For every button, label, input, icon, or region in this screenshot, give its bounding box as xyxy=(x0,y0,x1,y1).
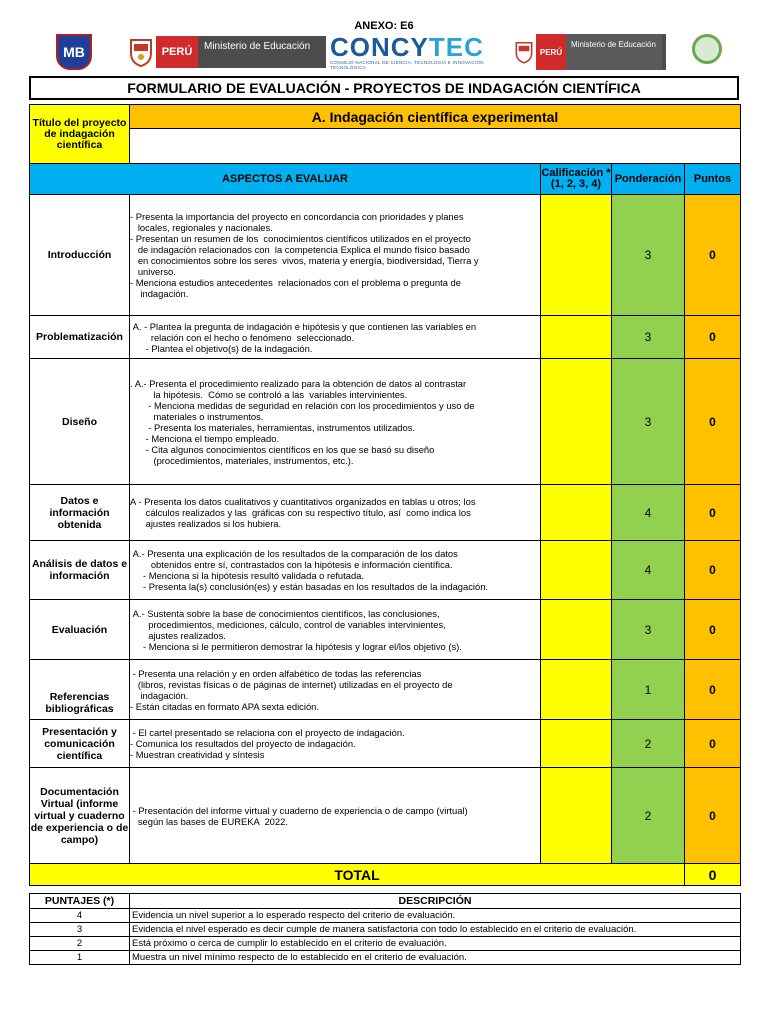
aspect-description: . A.- Presenta el procedimiento realizado para la obtención de datos al contrastar la hipótesis. Cómo se controló a las variables intervinientes. - Menciona medidas de seguridad en relación con los procedimientos y uso de materiales o instrumentos. - Presenta los materiales, herramientas, instrumentos utilizados. - Menciona el tiempo empleado. - Cita algunos conocimientos científicos en los que se basó su diseño (procedimientos, materiales, instrumentos, etc.). xyxy=(130,359,541,485)
weight-value: 2 xyxy=(612,768,685,864)
table-row xyxy=(30,909,741,923)
aspect-description: A.- Presenta una explicación de los resultados de la comparación de los datos obtenidos entre sí, contrastados con la hipótesis e información científica. - Menciona si la hipótesis resultó validada o refutada. - Presenta la(s) conclusión(es) y están basadas en los resultados de la indagación. xyxy=(130,541,541,600)
eureka-emblem-icon xyxy=(692,34,722,64)
aspects-header: ASPECTOS A EVALUAR xyxy=(30,164,541,195)
peru-crest-icon xyxy=(126,36,156,68)
minedu-logo xyxy=(126,34,326,70)
score-value: 4 xyxy=(30,909,130,923)
aspect-label: Problematización xyxy=(30,316,130,359)
grade-input[interactable] xyxy=(541,541,612,600)
points-value: 0 xyxy=(685,316,741,359)
weight-value: 4 xyxy=(612,541,685,600)
weight-value: 1 xyxy=(612,660,685,720)
grade-input[interactable] xyxy=(541,720,612,768)
points-value: 0 xyxy=(685,485,741,541)
minedu-logo-2 xyxy=(512,34,666,70)
mb-shield-logo xyxy=(56,34,92,70)
aspect-description: A.- Sustenta sobre la base de conocimientos científicos, las conclusiones, procedimientos, mediciones, cálculo, control de variables intervinientes, ajustes realizados. - Menciona si le permitieron demostrar la hipótesis y lograr el/los objetivo (s). xyxy=(130,600,541,660)
aspect-description: A. - Plantea la pregunta de indagación e hipótesis y que contienen las variables en relación con el hecho o fenómeno seleccionado. - Plantea el objetivo(s) de la indagación. xyxy=(130,316,541,359)
weight-value: 3 xyxy=(612,600,685,660)
points-value: 0 xyxy=(685,600,741,660)
aspect-description: - El cartel presentado se relaciona con el proyecto de indagación. - Comunica los resultados del proyecto de indagación. - Muestran creatividad y síntesis xyxy=(130,720,541,768)
total-value: 0 xyxy=(685,864,741,886)
concytec-wordmark: CONCYTEC xyxy=(330,32,484,62)
aspect-label: Diseño xyxy=(30,359,130,485)
table-row xyxy=(30,923,741,937)
table-row xyxy=(30,359,741,485)
table-row xyxy=(30,937,741,951)
grade-input[interactable] xyxy=(541,600,612,660)
aspect-description: A - Presenta los datos cualitativos y cuantitativos organizados en tablas u otros; los cálculos realizados y las gráficas con su respectivo título, así como indica los ajustes realizados si los hubiera. xyxy=(130,485,541,541)
table-row xyxy=(30,951,741,965)
score-value: 1 xyxy=(30,951,130,965)
table-row xyxy=(30,660,741,720)
points-value: 0 xyxy=(685,720,741,768)
points-value: 0 xyxy=(685,660,741,720)
grade-input[interactable] xyxy=(541,316,612,359)
description-header: DESCRIPCIÓN xyxy=(130,894,741,909)
grade-input[interactable] xyxy=(541,195,612,316)
concytec-subtitle: CONSEJO NACIONAL DE CIENCIA, TECNOLOGÍA E INNOVACIÓN TECNOLÓGICA xyxy=(330,60,484,70)
peru-label: PERÚ xyxy=(156,36,198,68)
total-label: TOTAL xyxy=(30,864,685,886)
table-row xyxy=(30,541,741,600)
points-value: 0 xyxy=(685,541,741,600)
grade-input[interactable] xyxy=(541,359,612,485)
score-header: PUNTAJES (*) xyxy=(30,894,130,909)
peru-crest-icon xyxy=(512,34,536,70)
table-row xyxy=(30,720,741,768)
aspect-label: Referencias bibliográficas xyxy=(30,660,130,720)
grade-input[interactable] xyxy=(541,768,612,864)
scoring-scale-table xyxy=(29,893,741,965)
project-title-label: Título del proyecto de indagación científica xyxy=(30,105,130,164)
total-row xyxy=(30,864,741,886)
form-title: FORMULARIO DE EVALUACIÓN - PROYECTOS DE INDAGACIÓN CIENTÍFICA xyxy=(29,76,739,100)
score-description: Evidencia un nivel superior a lo esperado respecto del criterio de evaluación. xyxy=(130,909,741,923)
ministry-label: Ministerio de Educación xyxy=(198,36,326,68)
aspect-label: Evaluación xyxy=(30,600,130,660)
points-value: 0 xyxy=(685,768,741,864)
section-title: A. Indagación científica experimental xyxy=(130,105,741,129)
evaluation-table xyxy=(29,104,741,886)
score-description: Está próximo o cerca de cumplir lo establecido en el criterio de evaluación. xyxy=(130,937,741,951)
weight-value: 2 xyxy=(612,720,685,768)
project-title-field[interactable] xyxy=(130,129,741,164)
concytec-logo xyxy=(330,34,510,70)
points-value: 0 xyxy=(685,195,741,316)
table-row xyxy=(30,768,741,864)
eureka-logo xyxy=(690,34,724,70)
weight-value: 3 xyxy=(612,359,685,485)
points-value: 0 xyxy=(685,359,741,485)
annex-label: ANEXO: E6 xyxy=(354,20,414,32)
aspect-description: - Presentación del informe virtual y cuaderno de experiencia o de campo (virtual) según las bases de EUREKA 2022. xyxy=(130,768,541,864)
table-row xyxy=(30,195,741,316)
aspect-description: - Presenta una relación y en orden alfabético de todas las referencias (libros, revistas físicas o de páginas de internet) utilizadas en el proyecto de indagación. - Están citadas en formato APA sexta edición. xyxy=(130,660,541,720)
grade-input[interactable] xyxy=(541,660,612,720)
grade-input[interactable] xyxy=(541,485,612,541)
mb-shield-icon: MB xyxy=(56,34,92,70)
score-description: Evidencia el nivel esperado es decir cumple de manera satisfactoria con todo lo establecido en el criterio de evaluación. xyxy=(130,923,741,937)
weight-header: Ponderación xyxy=(612,164,685,195)
peru-label: PERÚ xyxy=(536,34,566,70)
aspect-label: Documentación Virtual (informe virtual y cuaderno de experiencia o de campo) xyxy=(30,768,130,864)
score-value: 2 xyxy=(30,937,130,951)
weight-value: 4 xyxy=(612,485,685,541)
points-header: Puntos xyxy=(685,164,741,195)
weight-value: 3 xyxy=(612,195,685,316)
aspect-label: Introducción xyxy=(30,195,130,316)
aspect-label: Presentación y comunicación científica xyxy=(30,720,130,768)
table-row xyxy=(30,485,741,541)
aspect-description: - Presenta la importancia del proyecto en concordancia con prioridades y planes locales, regionales y nacionales. - Presentan un resumen de los conocimientos científicos utilizados en el proyecto de indagación relacionados con la competencia Explica el mundo físico basado en conocimientos sobre los seres vivos, materia y energía, biodiversidad, Tierra y universo. - Menciona estudios antecedentes relacionados con el problema o pregunta de indagación. xyxy=(130,195,541,316)
score-description: Muestra un nivel mínimo respecto de lo establecido en el criterio de evaluación. xyxy=(130,951,741,965)
logo-bar xyxy=(0,34,768,74)
table-row xyxy=(30,600,741,660)
score-value: 3 xyxy=(30,923,130,937)
aspect-label: Análisis de datos e información xyxy=(30,541,130,600)
aspect-label: Datos e información obtenida xyxy=(30,485,130,541)
ministry-label: Ministerio de Educación xyxy=(566,34,662,70)
table-row xyxy=(30,316,741,359)
grade-header: Calificación *(1, 2, 3, 4) xyxy=(541,164,612,195)
weight-value: 3 xyxy=(612,316,685,359)
